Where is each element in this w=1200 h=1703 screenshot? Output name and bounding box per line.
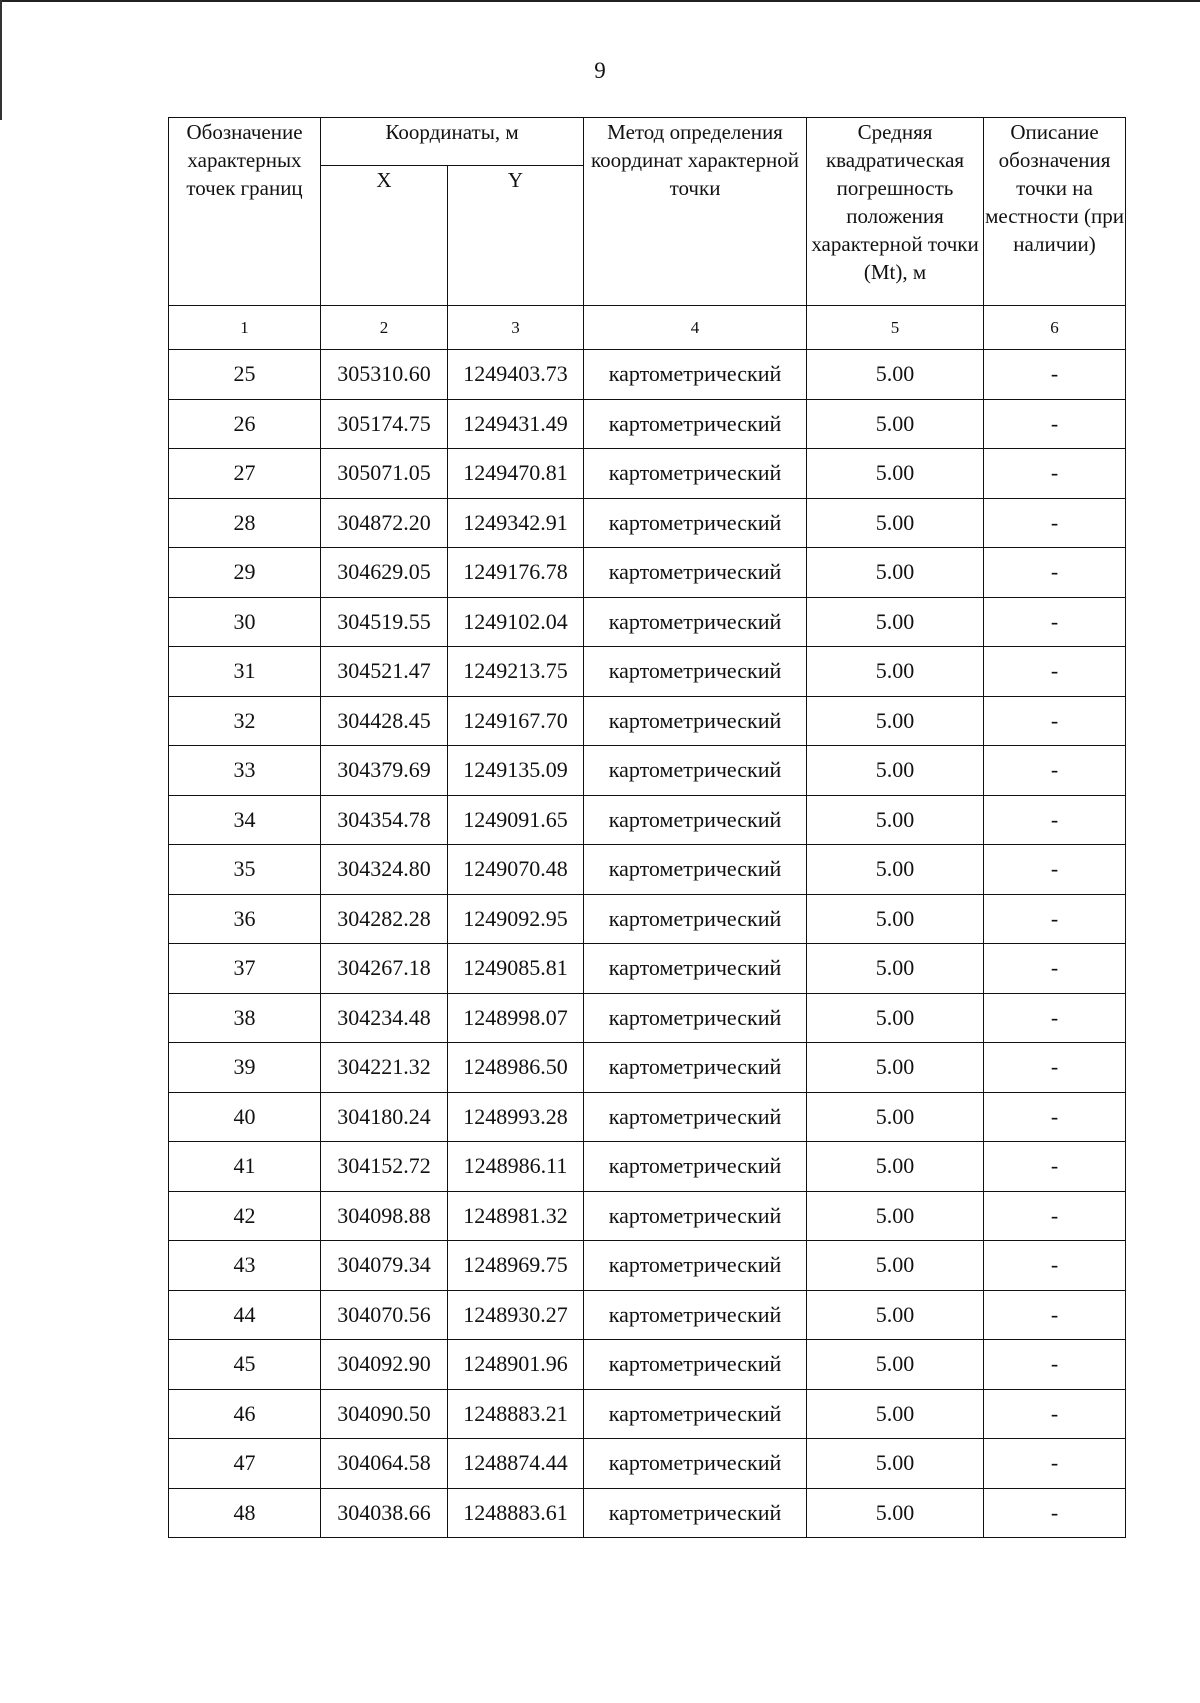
- cell-x: 304379.69: [321, 746, 448, 796]
- cell-mean-error: 5.00: [807, 1043, 984, 1093]
- cell-point: 41: [169, 1142, 321, 1192]
- header-description: [984, 118, 1126, 306]
- cell-y: 1249176.78: [448, 548, 584, 598]
- cell-x: 305310.60: [321, 350, 448, 400]
- cell-method: картометрический: [584, 1043, 807, 1093]
- cell-method: картометрический: [584, 1142, 807, 1192]
- table-row: [169, 746, 1126, 796]
- cell-y: 1249213.75: [448, 647, 584, 697]
- column-number: 1: [169, 306, 321, 350]
- cell-point: 43: [169, 1241, 321, 1291]
- cell-method: картометрический: [584, 1439, 807, 1489]
- cell-mean-error: 5.00: [807, 795, 984, 845]
- cell-point: 26: [169, 399, 321, 449]
- cell-mean-error: 5.00: [807, 647, 984, 697]
- cell-mean-error: 5.00: [807, 548, 984, 598]
- cell-description: -: [984, 647, 1126, 697]
- cell-point: 45: [169, 1340, 321, 1390]
- cell-mean-error: 5.00: [807, 449, 984, 499]
- table-row: [169, 795, 1126, 845]
- cell-x: 304324.80: [321, 845, 448, 895]
- table-row: [169, 845, 1126, 895]
- cell-description: -: [984, 1191, 1126, 1241]
- table-row: [169, 894, 1126, 944]
- cell-method: картометрический: [584, 944, 807, 994]
- cell-x: 304152.72: [321, 1142, 448, 1192]
- cell-mean-error: 5.00: [807, 350, 984, 400]
- cell-method: картометрический: [584, 597, 807, 647]
- cell-y: 1248874.44: [448, 1439, 584, 1489]
- cell-method: картометрический: [584, 696, 807, 746]
- cell-y: 1248998.07: [448, 993, 584, 1043]
- cell-description: -: [984, 993, 1126, 1043]
- table-row: [169, 1191, 1126, 1241]
- cell-point: 27: [169, 449, 321, 499]
- table-row: [169, 548, 1126, 598]
- cell-description: -: [984, 1389, 1126, 1439]
- cell-method: картометрический: [584, 795, 807, 845]
- cell-description: -: [984, 944, 1126, 994]
- cell-method: картометрический: [584, 845, 807, 895]
- cell-description: -: [984, 1241, 1126, 1291]
- cell-method: картометрический: [584, 548, 807, 598]
- cell-y: 1248986.11: [448, 1142, 584, 1192]
- table-row: [169, 1092, 1126, 1142]
- cell-description: -: [984, 1142, 1126, 1192]
- cell-x: 304282.28: [321, 894, 448, 944]
- cell-description: -: [984, 845, 1126, 895]
- cell-point: 40: [169, 1092, 321, 1142]
- cell-y: 1249085.81: [448, 944, 584, 994]
- cell-mean-error: 5.00: [807, 1389, 984, 1439]
- cell-y: 1248969.75: [448, 1241, 584, 1291]
- cell-mean-error: 5.00: [807, 1191, 984, 1241]
- column-number-row: [169, 306, 1126, 350]
- header-y: Y: [448, 166, 584, 306]
- cell-mean-error: 5.00: [807, 498, 984, 548]
- cell-point: 42: [169, 1191, 321, 1241]
- table-row: [169, 1290, 1126, 1340]
- cell-y: 1249403.73: [448, 350, 584, 400]
- column-number: 4: [584, 306, 807, 350]
- cell-x: 304090.50: [321, 1389, 448, 1439]
- table-row: [169, 1043, 1126, 1093]
- cell-mean-error: 5.00: [807, 1092, 984, 1142]
- cell-y: 1249470.81: [448, 449, 584, 499]
- cell-y: 1249092.95: [448, 894, 584, 944]
- cell-point: 34: [169, 795, 321, 845]
- cell-description: -: [984, 696, 1126, 746]
- cell-description: -: [984, 1340, 1126, 1390]
- cell-method: картометрический: [584, 1191, 807, 1241]
- cell-method: картометрический: [584, 498, 807, 548]
- cell-method: картометрический: [584, 993, 807, 1043]
- cell-description: -: [984, 597, 1126, 647]
- cell-point: 47: [169, 1439, 321, 1489]
- cell-mean-error: 5.00: [807, 1142, 984, 1192]
- page-number: 9: [594, 58, 606, 83]
- cell-x: 304519.55: [321, 597, 448, 647]
- cell-y: 1248883.21: [448, 1389, 584, 1439]
- cell-mean-error: 5.00: [807, 993, 984, 1043]
- cell-point: 39: [169, 1043, 321, 1093]
- cell-point: 44: [169, 1290, 321, 1340]
- header-method: [584, 118, 807, 306]
- cell-x: 304079.34: [321, 1241, 448, 1291]
- coordinates-table: [168, 117, 1126, 1538]
- table-row: [169, 1389, 1126, 1439]
- cell-y: 1249091.65: [448, 795, 584, 845]
- cell-mean-error: 5.00: [807, 894, 984, 944]
- header-description-text: Описание обозначения точки на местности (при наличии): [985, 120, 1124, 256]
- table-row: [169, 1439, 1126, 1489]
- cell-x: 305071.05: [321, 449, 448, 499]
- top-border-line: [0, 0, 1200, 2]
- cell-y: 1248883.61: [448, 1488, 584, 1538]
- cell-point: 46: [169, 1389, 321, 1439]
- cell-x: 304872.20: [321, 498, 448, 548]
- cell-x: 304038.66: [321, 1488, 448, 1538]
- table-row: [169, 1488, 1126, 1538]
- cell-x: 304092.90: [321, 1340, 448, 1390]
- header-point-designation-text: Обозначение характерных точек границ: [186, 120, 303, 200]
- header-coordinates: Координаты, м: [321, 118, 584, 166]
- cell-point: 29: [169, 548, 321, 598]
- cell-mean-error: 5.00: [807, 746, 984, 796]
- column-number: 5: [807, 306, 984, 350]
- table-body: [169, 306, 1126, 1538]
- cell-method: картометрический: [584, 1290, 807, 1340]
- cell-y: 1249135.09: [448, 746, 584, 796]
- cell-mean-error: 5.00: [807, 1340, 984, 1390]
- cell-point: 35: [169, 845, 321, 895]
- table-row: [169, 1241, 1126, 1291]
- table-row: [169, 944, 1126, 994]
- cell-x: 304180.24: [321, 1092, 448, 1142]
- cell-description: -: [984, 399, 1126, 449]
- table-row: [169, 498, 1126, 548]
- cell-point: 25: [169, 350, 321, 400]
- cell-description: -: [984, 1092, 1126, 1142]
- cell-method: картометрический: [584, 1340, 807, 1390]
- table-header-row: [169, 118, 1126, 166]
- header-method-text: Метод определения координат характерной точки: [591, 120, 800, 200]
- cell-mean-error: 5.00: [807, 1439, 984, 1489]
- cell-point: 28: [169, 498, 321, 548]
- cell-x: 305174.75: [321, 399, 448, 449]
- cell-description: -: [984, 498, 1126, 548]
- cell-y: 1249167.70: [448, 696, 584, 746]
- cell-description: -: [984, 449, 1126, 499]
- table-row: [169, 449, 1126, 499]
- cell-x: 304428.45: [321, 696, 448, 746]
- cell-x: 304629.05: [321, 548, 448, 598]
- table-row: [169, 696, 1126, 746]
- cell-method: картометрический: [584, 449, 807, 499]
- cell-y: 1249070.48: [448, 845, 584, 895]
- table-row: [169, 399, 1126, 449]
- cell-method: картометрический: [584, 746, 807, 796]
- cell-mean-error: 5.00: [807, 944, 984, 994]
- cell-x: 304354.78: [321, 795, 448, 845]
- cell-method: картометрический: [584, 894, 807, 944]
- cell-y: 1248901.96: [448, 1340, 584, 1390]
- table-row: [169, 993, 1126, 1043]
- cell-y: 1249342.91: [448, 498, 584, 548]
- cell-point: 48: [169, 1488, 321, 1538]
- cell-mean-error: 5.00: [807, 1290, 984, 1340]
- table-row: [169, 1142, 1126, 1192]
- cell-y: 1249102.04: [448, 597, 584, 647]
- cell-mean-error: 5.00: [807, 1241, 984, 1291]
- cell-x: 304064.58: [321, 1439, 448, 1489]
- cell-mean-error: 5.00: [807, 399, 984, 449]
- column-number: 2: [321, 306, 448, 350]
- cell-y: 1249431.49: [448, 399, 584, 449]
- cell-description: -: [984, 1488, 1126, 1538]
- cell-point: 32: [169, 696, 321, 746]
- column-number: 3: [448, 306, 584, 350]
- cell-method: картометрический: [584, 350, 807, 400]
- cell-point: 36: [169, 894, 321, 944]
- cell-description: -: [984, 746, 1126, 796]
- cell-method: картометрический: [584, 647, 807, 697]
- cell-x: 304267.18: [321, 944, 448, 994]
- cell-description: -: [984, 1043, 1126, 1093]
- cell-description: -: [984, 350, 1126, 400]
- cell-point: 37: [169, 944, 321, 994]
- cell-y: 1248930.27: [448, 1290, 584, 1340]
- cell-method: картометрический: [584, 1488, 807, 1538]
- cell-mean-error: 5.00: [807, 696, 984, 746]
- cell-method: картометрический: [584, 1241, 807, 1291]
- cell-mean-error: 5.00: [807, 1488, 984, 1538]
- header-x: X: [321, 166, 448, 306]
- cell-y: 1248981.32: [448, 1191, 584, 1241]
- cell-method: картометрический: [584, 1092, 807, 1142]
- table-row: [169, 647, 1126, 697]
- header-mean-error-text: Средняя квадратическая погрешность положения характерной точки (Mt), м: [811, 120, 979, 284]
- table-row: [169, 1340, 1126, 1390]
- cell-x: 304521.47: [321, 647, 448, 697]
- header-point-designation: [169, 118, 321, 306]
- cell-point: 33: [169, 746, 321, 796]
- cell-x: 304098.88: [321, 1191, 448, 1241]
- column-number: 6: [984, 306, 1126, 350]
- cell-description: -: [984, 1290, 1126, 1340]
- cell-point: 38: [169, 993, 321, 1043]
- cell-description: -: [984, 795, 1126, 845]
- cell-mean-error: 5.00: [807, 845, 984, 895]
- header-mean-error: [807, 118, 984, 306]
- cell-description: -: [984, 894, 1126, 944]
- cell-mean-error: 5.00: [807, 597, 984, 647]
- cell-point: 30: [169, 597, 321, 647]
- cell-x: 304221.32: [321, 1043, 448, 1093]
- table-row: [169, 350, 1126, 400]
- cell-method: картометрический: [584, 399, 807, 449]
- cell-y: 1248986.50: [448, 1043, 584, 1093]
- cell-method: картометрический: [584, 1389, 807, 1439]
- cell-x: 304070.56: [321, 1290, 448, 1340]
- cell-y: 1248993.28: [448, 1092, 584, 1142]
- cell-description: -: [984, 548, 1126, 598]
- cell-description: -: [984, 1439, 1126, 1489]
- cell-x: 304234.48: [321, 993, 448, 1043]
- table-row: [169, 597, 1126, 647]
- cell-point: 31: [169, 647, 321, 697]
